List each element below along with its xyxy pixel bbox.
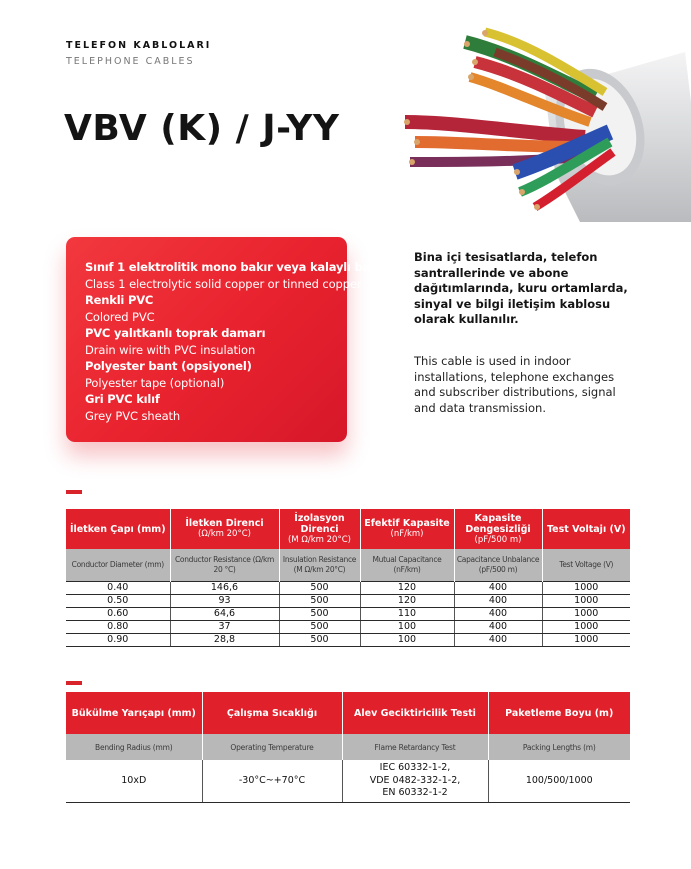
- table-cell: 110: [360, 607, 454, 620]
- table-cell: 400: [454, 607, 542, 620]
- table-cell: 500: [279, 633, 360, 646]
- table-cell: 500: [279, 594, 360, 607]
- col-header-packing-length: Paketleme Boyu (m): [488, 692, 630, 734]
- category-label-en: TELEPHONE CABLES: [66, 56, 195, 67]
- table-cell: 146,6: [170, 581, 279, 594]
- wire-bundle-upper: [465, 32, 605, 122]
- table-cell: 1000: [542, 633, 630, 646]
- col-subheader-operating-temperature: Operating Temperature: [202, 734, 342, 760]
- flame-test-standard: EN 60332-1-2: [382, 787, 448, 798]
- table-cell: 500: [279, 620, 360, 633]
- col-subheader-mutual-capacitance: Mutual Capacitance (nF/km): [360, 549, 454, 581]
- col-header-conductor-diameter: İletken Çapı (mm): [66, 509, 170, 549]
- flame-test-standard: VDE 0482-332-1-2,: [369, 774, 461, 786]
- table-cell: 500: [279, 607, 360, 620]
- section-marker: [66, 490, 82, 494]
- table-cell: 1000: [542, 581, 630, 594]
- feature-drain-wire-en: Drain wire with PVC insulation: [85, 342, 256, 357]
- table-cell: 0.40: [66, 581, 170, 594]
- table-cell: 0.80: [66, 620, 170, 633]
- cable-product-image: [395, 22, 691, 222]
- table-cell: 100: [360, 620, 454, 633]
- table-cell: 37: [170, 620, 279, 633]
- bending-radius-value: 10xD: [66, 760, 202, 802]
- feature-tape-en: Polyester tape (optional): [85, 375, 225, 390]
- table-cell: 400: [454, 581, 542, 594]
- table-cell: 120: [360, 581, 454, 594]
- feature-sheath-tr: Gri PVC kılıf: [85, 392, 160, 406]
- col-subheader-capacitance-unbalance: Capacitance Unbalance (pF/500 m): [454, 549, 542, 581]
- mechanical-specs-table: [66, 692, 630, 803]
- table-cell: 1000: [542, 620, 630, 633]
- feature-conductor-en: Class 1 electrolytic solid copper or tinned copper: [85, 276, 362, 291]
- category-label-tr: TELEFON KABLOLARI: [66, 40, 212, 51]
- col-subheader-insulation-resistance: Insulation Resistance (M Ω/km 20°C): [279, 549, 360, 581]
- feature-sheath-en: Grey PVC sheath: [85, 408, 181, 423]
- col-header-insulation-resistance: İzolasyon Direnci (M Ω/km 20°C): [279, 509, 360, 549]
- feature-insulation-en: Colored PVC: [85, 309, 155, 324]
- col-header-operating-temperature: Çalışma Sıcaklığı: [202, 692, 342, 734]
- col-subheader-flame-test: Flame Retardancy Test: [342, 734, 488, 760]
- col-header-capacitance-unbalance: Kapasite Dengesizliği (pF/500 m): [454, 509, 542, 549]
- col-subheader-test-voltage: Test Voltage (V): [542, 549, 630, 581]
- feature-conductor-tr: Sınıf 1 elektrolitik mono bakır veya kalaylı bakır: [85, 260, 387, 274]
- table-cell: 0.50: [66, 594, 170, 607]
- table-cell: 400: [454, 594, 542, 607]
- description-en: This cable is used in indoor installations, telephone exchanges and subscriber distributions, signal and data transmission.: [414, 354, 616, 415]
- table-row: [66, 760, 630, 802]
- table-cell: 1000: [542, 607, 630, 620]
- col-header-test-voltage: Test Voltajı (V): [542, 509, 630, 549]
- table-cell: 64,6: [170, 607, 279, 620]
- col-header-bending-radius: Bükülme Yarıçapı (mm): [66, 692, 202, 734]
- product-title: VBV (K) / J-YY: [64, 108, 340, 149]
- section-marker: [66, 681, 82, 685]
- packing-length-value: 100/500/1000: [488, 760, 630, 802]
- table-row: [66, 594, 630, 607]
- table-cell: 0.90: [66, 633, 170, 646]
- description-tr: Bina içi tesisatlarda, telefon santrallerinde ve abone dağıtımlarında, kuru ortamlarda, sinyal ve bilgi iletişim kablosu olarak kullanılır.: [414, 250, 628, 326]
- col-header-flame-test: Alev Geciktiricilik Testi: [342, 692, 488, 734]
- flame-test-value: [342, 760, 488, 802]
- col-header-mutual-capacitance: Efektif Kapasite (nF/km): [360, 509, 454, 549]
- col-subheader-conductor-diameter: Conductor Diameter (mm): [66, 549, 170, 581]
- table-cell: 100: [360, 633, 454, 646]
- operating-temperature-value: -30°C~+70°C: [202, 760, 342, 802]
- table-row: [66, 633, 630, 646]
- table-cell: 93: [170, 594, 279, 607]
- table-row: [66, 620, 630, 633]
- table-cell: 120: [360, 594, 454, 607]
- table-cell: 1000: [542, 594, 630, 607]
- feature-tape-tr: Polyester bant (opsiyonel): [85, 359, 252, 373]
- col-header-conductor-resistance: İletken Direnci (Ω/km 20°C): [170, 509, 279, 549]
- feature-drain-wire-tr: PVC yalıtkanlı toprak damarı: [85, 326, 266, 340]
- table-cell: 0.60: [66, 607, 170, 620]
- table-cell: 400: [454, 620, 542, 633]
- col-subheader-bending-radius: Bending Radius (mm): [66, 734, 202, 760]
- table-cell: 28,8: [170, 633, 279, 646]
- electrical-specs-table: [66, 509, 630, 647]
- col-subheader-conductor-resistance: Conductor Resistance (Ω/km 20 °C): [170, 549, 279, 581]
- table-row: [66, 581, 630, 594]
- features-box: [66, 237, 387, 442]
- table-cell: 500: [279, 581, 360, 594]
- feature-insulation-tr: Renkli PVC: [85, 293, 154, 307]
- table-row: [66, 607, 630, 620]
- flame-test-standard: IEC 60332-1-2,: [379, 762, 451, 773]
- col-subheader-packing-length: Packing Lengths (m): [488, 734, 630, 760]
- table-cell: 400: [454, 633, 542, 646]
